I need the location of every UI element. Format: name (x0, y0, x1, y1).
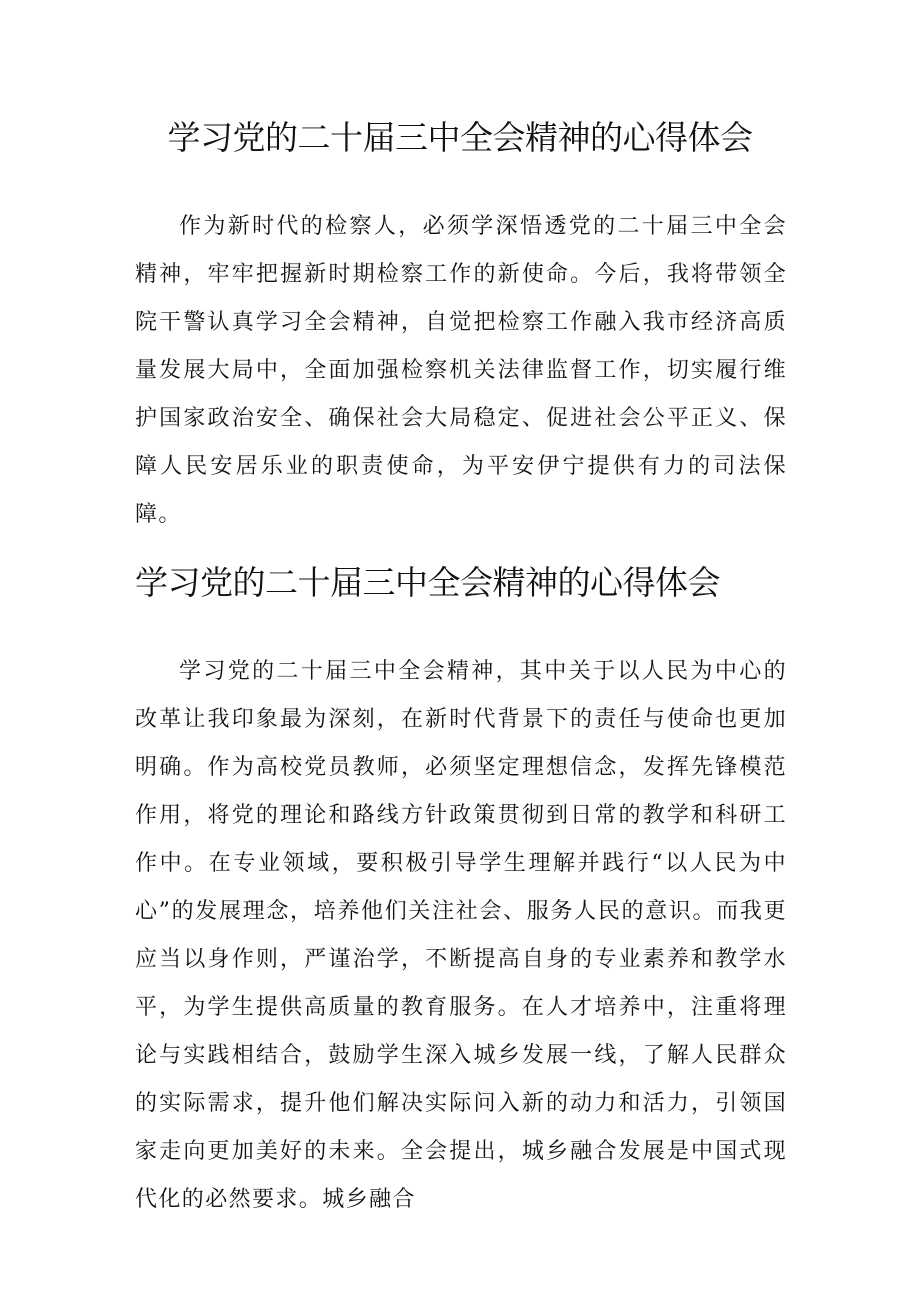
essay-title-2: 学习党的二十届三中全会精神的心得体会 (135, 563, 720, 602)
essay-paragraph-2: 学习党的二十届三中全会精神，其中关于以人民为中心的改革让我印象最为深刻，在新时代背景下的责任与使命也更加明确。作为高校党员教师，必须坚定理想信念，发挥先锋模范作用，将党的理论和路线方针政策贯彻到日常的教学和科研工作中。在专业领域，要积极引导学生理解并践行“以人民为中心”的发展理念，培养他们关注社会、服务人民的意识。而我更应当以身作则，严谨治学，不断提高自身的专业素养和教学水平，为学生提供高质量的教育服务。在人才培养中，注重将理论与实践相结合，鼓励学生深入城乡发展一线，了解人民群众的实际需求，提升他们解决实际问入新的动力和活力，引领国家走向更加美好的未来。全会提出，城乡融合发展是中国式现代化的必然要求。城乡融合 (135, 659, 787, 1212)
essay-title-1: 学习党的二十届三中全会精神的心得体会 (167, 118, 753, 157)
essay-paragraph-1: 作为新时代的检察人，必须学深悟透党的二十届三中全会精神，牢牢把握新时期检察工作的新使命。今后，我将带领全院干警认真学习全会精神，自觉把检察工作融入我市经济高质量发展大局中，全面加强检察机关法律监督工作，切实履行维护国家政治安全、确保社会大局稳定、促进社会公平正义、保障人民安居乐业的职责使命，为平安伊宁提供有力的司法保障。 (135, 214, 787, 527)
